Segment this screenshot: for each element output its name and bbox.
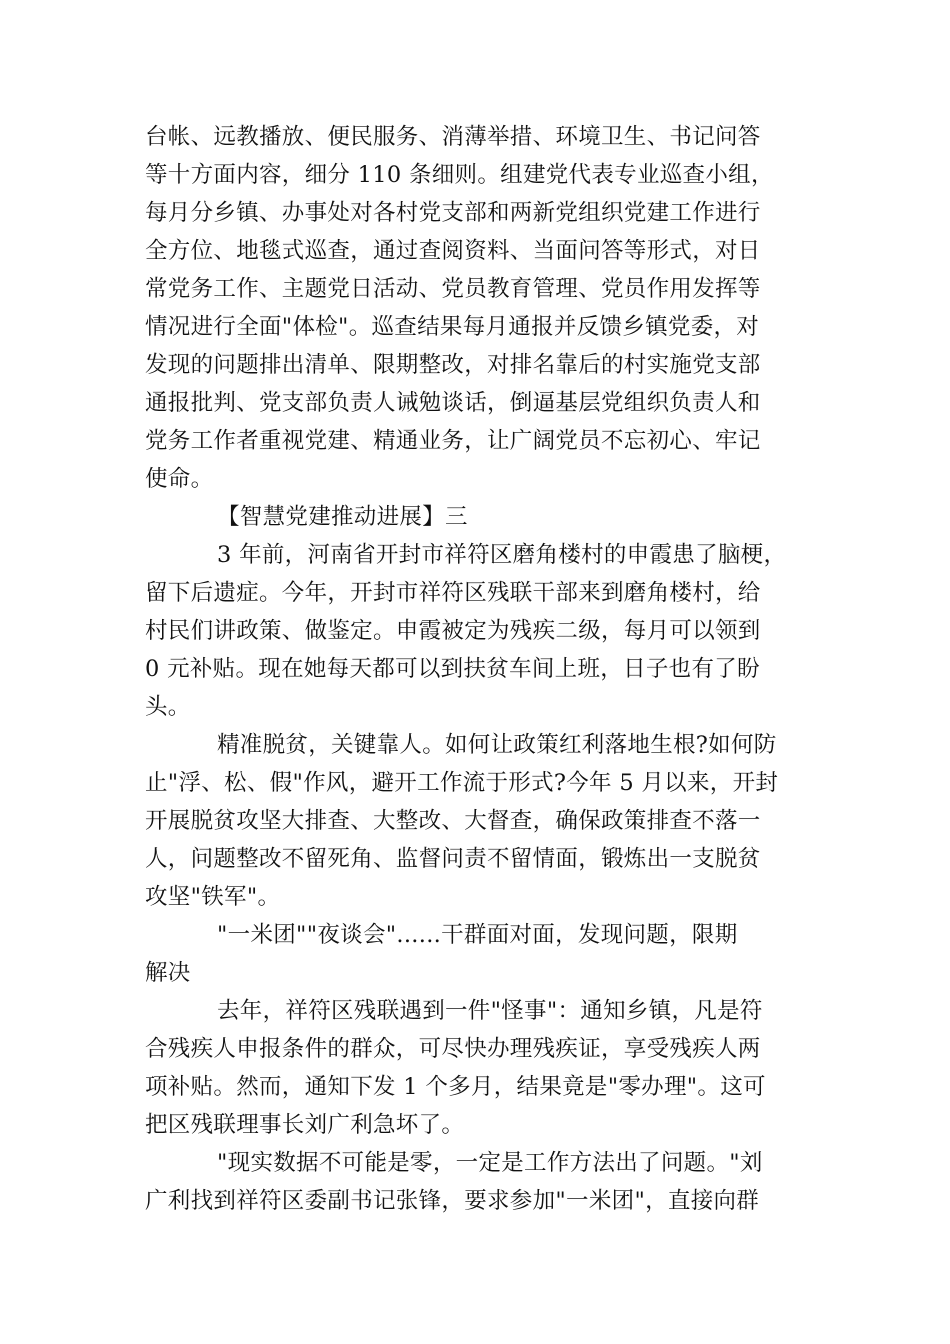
text-line: 每月分乡镇、办事处对各村党支部和两新党组织党建工作进行 — [145, 200, 761, 226]
text-line: 合残疾人申报条件的群众，可尽快办理残疾证，享受残疾人两 — [145, 1036, 761, 1062]
text-line: 常党务工作、主题党日活动、党员教育管理、党员作用发挥等 — [145, 276, 761, 302]
text-line: 党务工作者重视党建、精通业务，让广阔党员不忘初心、牢记 — [145, 428, 761, 454]
text-line: 人，问题整改不留死角、监督问责不留情面，锻炼出一支脱贫 — [145, 846, 761, 872]
text-line: 头。 — [145, 694, 191, 720]
text-line: "现实数据不可能是零，一定是工作方法出了问题。"刘 — [217, 1150, 763, 1176]
text-line: 台帐、远教播放、便民服务、消薄举措、环境卫生、书记问答 — [145, 124, 761, 150]
text-line: 项补贴。然而，通知下发 1 个多月，结果竟是"零办理"。这可 — [145, 1074, 766, 1100]
subheading-line: "一米团""夜谈会"......干群面对面，发现问题，限期 — [217, 922, 738, 948]
text-line: 开展脱贫攻坚大排查、大整改、大督查，确保政策排查不落一 — [145, 808, 761, 834]
text-line: 通报批判、党支部负责人诫勉谈话，倒逼基层党组织负责人和 — [145, 390, 761, 416]
text-line: 发现的问题排出清单、限期整改，对排名靠后的村实施党支部 — [145, 352, 761, 378]
text-line: 去年，祥符区残联遇到一件"怪事"：通知乡镇，凡是符 — [217, 998, 763, 1024]
text-line: 把区残联理事长刘广利急坏了。 — [145, 1112, 465, 1138]
text-line: 全方位、地毯式巡查，通过查阅资料、当面问答等形式，对日 — [145, 238, 761, 264]
text-line: 3 年前，河南省开封市祥符区磨角楼村的申霞患了脑梗， — [217, 542, 787, 568]
text-line: 留下后遗症。今年，开封市祥符区残联干部来到磨角楼村，给 — [145, 580, 761, 606]
text-line: 广利找到祥符区委副书记张锋，要求参加"一米团"，直接向群 — [145, 1188, 760, 1214]
section-heading: 【智慧党建推动进展】三 — [217, 504, 468, 530]
subheading-line: 解决 — [145, 960, 191, 986]
body-text — [145, 118, 797, 1220]
text-line: 攻坚"铁军"。 — [145, 884, 281, 910]
text-line: 使命。 — [145, 466, 214, 492]
text-line: 精准脱贫，关键靠人。如何让政策红利落地生根?如何防 — [217, 732, 777, 758]
text-line: 0 元补贴。现在她每天都可以到扶贫车间上班，日子也有了盼 — [145, 656, 760, 682]
text-line: 村民们讲政策、做鉴定。申霞被定为残疾二级，每月可以领到 — [145, 618, 761, 644]
text-line: 情况进行全面"体检"。巡查结果每月通报并反馈乡镇党委，对 — [145, 314, 760, 340]
text-line: 止"浮、松、假"作风，避开工作流于形式?今年 5 月以来，开封 — [145, 770, 779, 796]
text-line: 等十方面内容，细分 110 条细则。组建党代表专业巡查小组， — [145, 162, 774, 188]
